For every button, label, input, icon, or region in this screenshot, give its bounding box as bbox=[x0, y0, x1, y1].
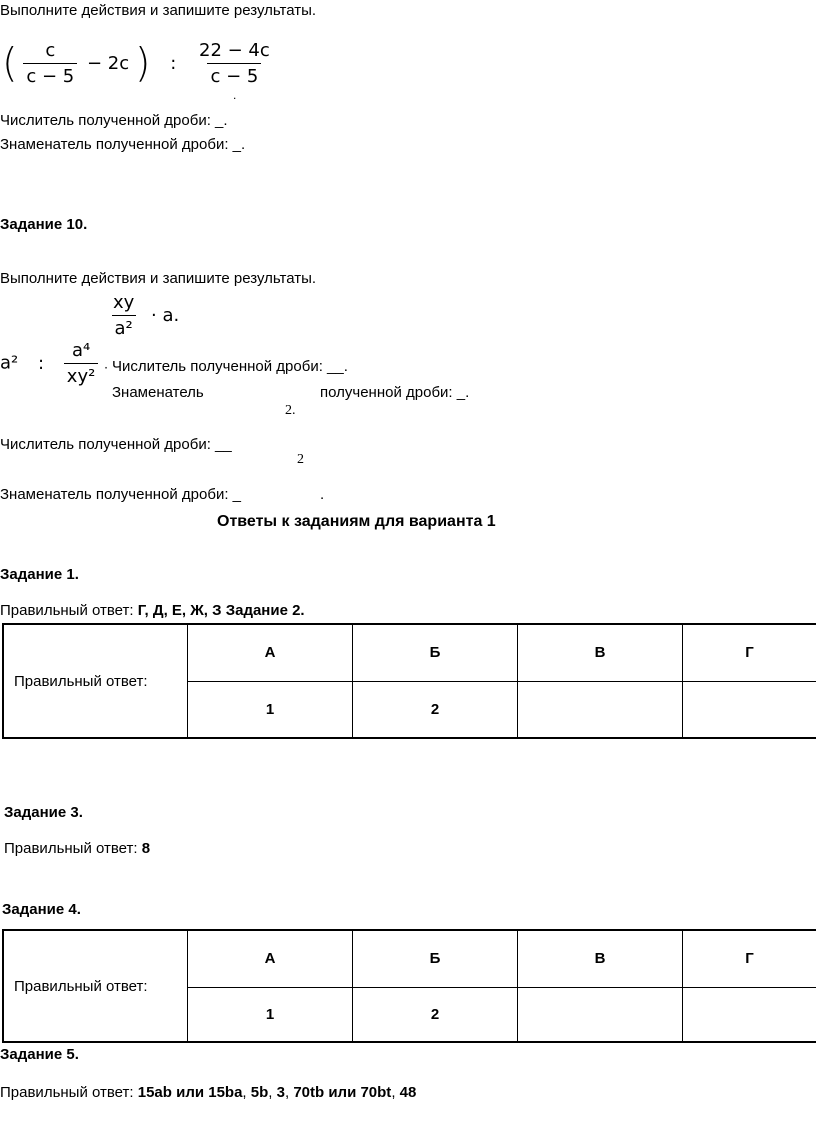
task-title: Задание 4. bbox=[2, 901, 81, 918]
answer-value: 15ab или 15ba bbox=[137, 1084, 243, 1101]
answers-heading: Ответы к заданиям для варианта 1 bbox=[217, 513, 496, 530]
answer-value: 70tb или 70bt bbox=[293, 1084, 392, 1101]
denominator-answer-line: Знаменатель полученной дроби: _ bbox=[0, 486, 242, 503]
fraction bbox=[64, 340, 99, 387]
answer-label: Правильный ответ: bbox=[0, 1084, 138, 1101]
a-squared: a² bbox=[0, 352, 19, 374]
denominator-dot: . bbox=[320, 486, 325, 503]
table-label: Правильный ответ: bbox=[3, 930, 188, 1042]
fraction-numerator: xy bbox=[113, 292, 135, 313]
table-header-cell: А bbox=[188, 930, 353, 987]
table-header-cell: Б bbox=[353, 930, 518, 987]
instruction-text: Выполните действия и запишите результаты. bbox=[0, 2, 317, 19]
answer-table bbox=[2, 929, 816, 1043]
fraction-denominator: c − 5 bbox=[23, 63, 77, 87]
colon-sign: : bbox=[170, 52, 177, 74]
numerator-answer-line: Числитель полученной дроби: _. bbox=[0, 112, 228, 129]
numerator-answer-line: Числитель полученной дроби: __ bbox=[0, 436, 232, 453]
multiply-term: · a. bbox=[151, 304, 180, 326]
separator: , bbox=[242, 1084, 251, 1101]
answer-value: Г, Д, Е, Ж, З Задание 2. bbox=[137, 602, 305, 619]
inline-denominator-label: Знаменатель bbox=[112, 384, 204, 401]
table-header-cell: В bbox=[518, 624, 683, 681]
answer-table bbox=[2, 623, 816, 739]
fraction bbox=[110, 292, 137, 339]
colon-sign: : bbox=[37, 352, 45, 374]
paren-close: ) bbox=[134, 40, 151, 87]
expression-dot: . bbox=[104, 357, 108, 372]
separator: , bbox=[391, 1084, 400, 1101]
task-title: Задание 10. bbox=[0, 216, 88, 233]
answer-label: Правильный ответ: bbox=[0, 602, 138, 619]
task-title: Задание 1. bbox=[0, 566, 79, 583]
table-value-cell: 1 bbox=[188, 681, 353, 738]
answer-line bbox=[4, 840, 150, 857]
inline-denominator-rest: полученной дроби: _. bbox=[320, 384, 470, 401]
table-value-cell bbox=[683, 681, 816, 738]
expression-dot: . bbox=[233, 88, 237, 102]
table-header-cell: А bbox=[188, 624, 353, 681]
table-header-cell: Г bbox=[683, 624, 816, 681]
separator: , bbox=[284, 1084, 294, 1101]
table-label: Правильный ответ: bbox=[3, 624, 188, 738]
table-header-cell: Г bbox=[683, 930, 816, 987]
denominator-answer-line: Знаменатель полученной дроби: _. bbox=[0, 136, 246, 153]
answer-value: 8 bbox=[141, 840, 151, 857]
task-title: Задание 5. bbox=[0, 1046, 79, 1063]
separator: , bbox=[268, 1084, 277, 1101]
fraction-numerator: c bbox=[45, 40, 56, 61]
fraction-numerator: a⁴ bbox=[71, 340, 91, 361]
answer-line bbox=[0, 1084, 416, 1101]
table-header-cell: Б bbox=[353, 624, 518, 681]
table-value-cell: 2 bbox=[353, 987, 518, 1042]
inline-numerator-line: Числитель полученной дроби: __. bbox=[112, 358, 348, 375]
task-title: Задание 3. bbox=[4, 804, 83, 821]
fraction-numerator: 22 − 4c bbox=[199, 40, 270, 61]
minus-term: − 2c bbox=[86, 52, 130, 74]
math-expression bbox=[0, 340, 108, 387]
answer-value: 3 bbox=[276, 1084, 285, 1101]
answer-line bbox=[0, 602, 305, 619]
fraction-denominator: a² bbox=[112, 315, 136, 339]
table-value-cell: 2 bbox=[353, 681, 518, 738]
math-expression-top bbox=[110, 292, 179, 339]
answer-label: Правильный ответ: bbox=[4, 840, 142, 857]
table-header-cell: В bbox=[518, 930, 683, 987]
answer-value: 48 bbox=[399, 1084, 417, 1101]
instruction-text: Выполните действия и запишите результаты. bbox=[0, 270, 317, 287]
fraction bbox=[23, 40, 77, 87]
answer-value: 5b bbox=[250, 1084, 269, 1101]
table-value-cell bbox=[683, 987, 816, 1042]
table-value-cell bbox=[518, 681, 683, 738]
small-two: 2 bbox=[297, 452, 304, 467]
table-value-cell bbox=[518, 987, 683, 1042]
paren-open: ( bbox=[2, 40, 18, 87]
math-expression bbox=[2, 40, 273, 87]
table-value-cell: 1 bbox=[188, 987, 353, 1042]
fraction-denominator: xy² bbox=[64, 363, 99, 387]
small-two: 2. bbox=[285, 403, 296, 418]
fraction-denominator: c − 5 bbox=[207, 63, 261, 87]
fraction bbox=[196, 40, 273, 87]
